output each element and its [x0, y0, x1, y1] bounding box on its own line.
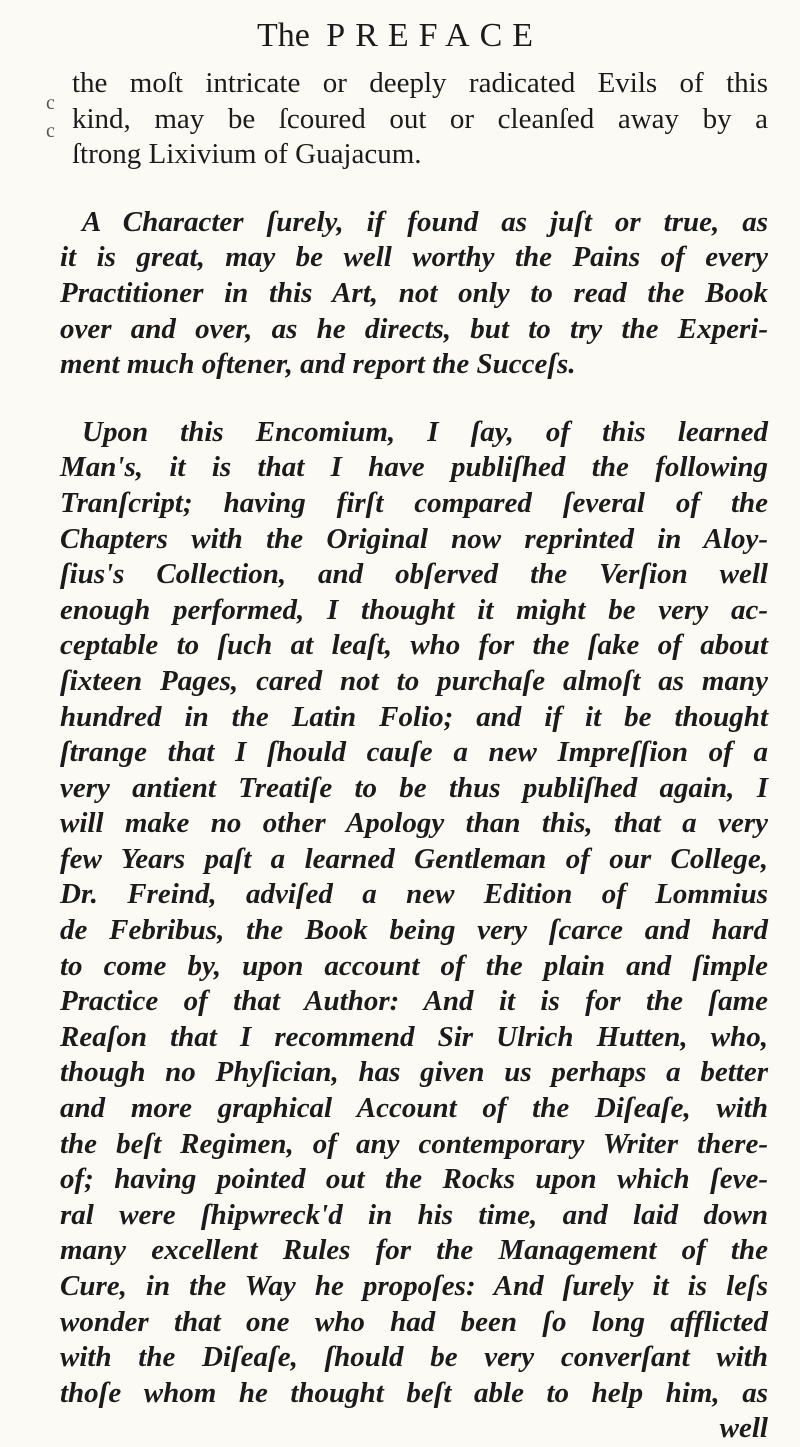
- text-line: Man's, it is that I have publiſhed the following: [60, 451, 768, 484]
- text-line: to come by, upon account of the plain and ſimple: [60, 949, 768, 982]
- text-line: Practice of that Author: And it is for the ſame: [60, 985, 768, 1018]
- text-line: it is great, may be well worthy the Pains of every: [60, 241, 768, 274]
- paragraph-2: [60, 205, 768, 383]
- text-line: ſtrong Lixivium of Guajacum.: [72, 138, 422, 171]
- text-line: many excellent Rules for the Management of the: [60, 1234, 768, 1267]
- paragraph-1: [60, 66, 768, 173]
- text-line: Dr. Freind, adviſed a new Edition of Lommius: [60, 878, 768, 911]
- text-line: Reaſon that I recommend Sir Ulrich Hutten, who,: [60, 1020, 768, 1053]
- text-line: ceptable to ſuch at leaſt, who for the ſake of about: [60, 629, 768, 662]
- running-head-title: PREFACE: [326, 17, 544, 54]
- text-line: Practitioner in this Art, not only to read the Book: [60, 276, 768, 309]
- text-line: the beſt Regimen, of any contemporary Writer there-: [60, 1127, 768, 1160]
- text-line: and more graphical Account of the Diſeaſe, with: [60, 1092, 768, 1125]
- text-line: with the Diſeaſe, ſhould be very converſant with: [60, 1341, 768, 1374]
- text-line: though no Phyſician, has given us perhaps a better: [60, 1056, 768, 1089]
- catchword-text: well: [719, 1412, 768, 1445]
- text-line: ſtrange that I ſhould cauſe a new Impreſſion of a: [60, 736, 768, 769]
- body-text: [60, 66, 768, 1447]
- text-line: wonder that one who had been ſo long afflicted: [60, 1305, 768, 1338]
- text-line: A Character ſurely, if found as juſt or true, as: [82, 205, 768, 238]
- text-line: ſius's Collection, and obſerved the Verſion well: [60, 558, 768, 591]
- text-line: de Febribus, the Book being very ſcarce and hard: [60, 914, 768, 947]
- text-line: Cure, in the Way he propoſes: And ſurely it is leſs: [60, 1270, 768, 1302]
- text-line: Tranſcript; having firſt compared ſeveral of the: [60, 486, 768, 519]
- text-line: over and over, as he directs, but to try the Experi-: [60, 312, 768, 345]
- running-head-word: The: [256, 17, 310, 54]
- text-line: Upon this Encomium, I ſay, of this learned: [82, 415, 768, 448]
- running-head: [0, 14, 800, 58]
- text-line: kind, may be ſcoured out or cleanſed away by a: [72, 102, 768, 135]
- text-line: ral were ſhipwreck'd in his time, and laid down: [60, 1198, 768, 1231]
- text-line: ſixteen Pages, cared not to purchaſe almoſt as many: [60, 664, 768, 697]
- text-line: will make no other Apology than this, that a very: [60, 807, 768, 840]
- catchword: [60, 1411, 768, 1447]
- text-line: few Years paſt a learned Gentleman of our College,: [60, 842, 768, 875]
- text-line: the moſt intricate or deeply radicated Evils of this: [72, 67, 768, 99]
- text-line: of; having pointed out the Rocks upon which ſeve-: [60, 1163, 768, 1196]
- text-line: hundred in the Latin Folio; and if it be thought: [60, 700, 768, 733]
- text-line: very antient Treatiſe to be thus publiſhed again, I: [60, 771, 768, 804]
- text-line: enough performed, I thought it might be very ac-: [60, 593, 768, 626]
- margin-mark: c: [46, 92, 55, 114]
- paragraph-3: [60, 415, 768, 1412]
- margin-mark: c: [46, 120, 55, 142]
- text-line: ment much oftener, and report the Succeſs.: [60, 348, 576, 381]
- text-line: thoſe whom he thought beſt able to help him, as: [60, 1376, 768, 1409]
- text-line: Chapters with the Original now reprinted in Aloy-: [60, 522, 768, 555]
